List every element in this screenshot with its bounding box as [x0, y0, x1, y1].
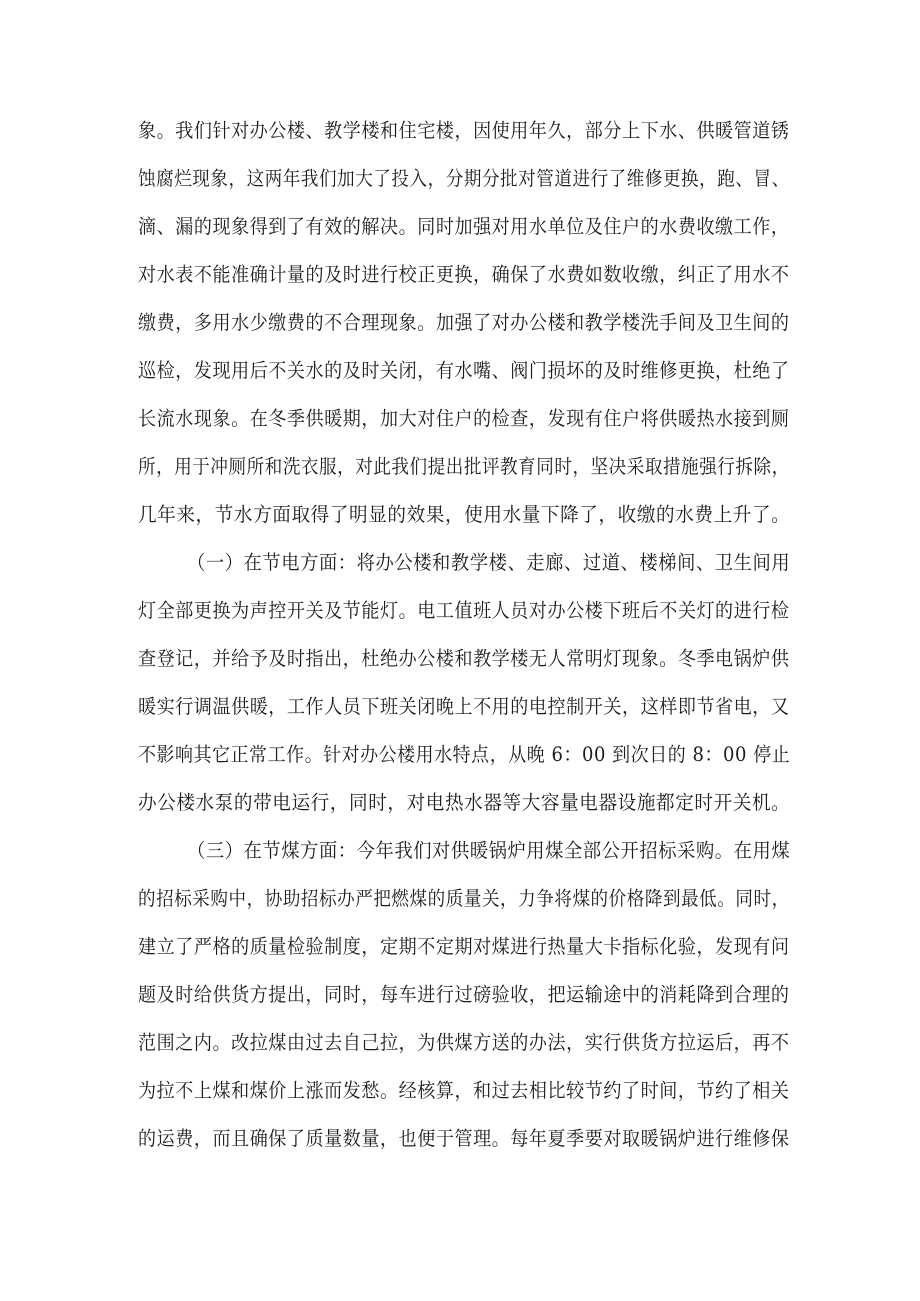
text-line: 建立了严格的质量检验制度，定期不定期对煤进行热量大卡指标化验，发现有问: [138, 935, 790, 958]
text-line: 几年来，节水方面取得了明显的效果，使用水量下降了，收缴的水费上升了。: [138, 503, 791, 526]
text-line: 范围之内。改拉煤由过去自己拉，为供煤方送的办法，实行供货方拉运后，再不: [138, 1031, 790, 1054]
text-line: 查登记，并给予及时指出，杜绝办公楼和教学楼无人常明灯现象。冬季电锅炉供: [138, 647, 790, 670]
text-line: 蚀腐烂现象，这两年我们加大了投入，分期分批对管道进行了维修更换，跑、冒、: [138, 167, 790, 190]
text-line: 暖实行调温供暖，工作人员下班关闭晚上不用的电控制开关，这样即节省电，又: [138, 695, 790, 718]
text-line: 的招标采购中，协助招标办严把燃煤的质量关，力争将煤的价格降到最低。同时，: [138, 887, 790, 910]
text-line: （三）在节煤方面：今年我们对供暖锅炉用煤全部公开招标采购。在用煤: [187, 839, 791, 862]
text-line: 象。我们针对办公楼、教学楼和住宅楼，因使用年久，部分上下水、供暖管道锈: [138, 119, 790, 142]
text-line: 灯全部更换为声控开关及节能灯。电工值班人员对办公楼下班后不关灯的进行检: [138, 599, 790, 622]
text-line: 为拉不上煤和煤价上涨而发愁。经核算，和过去相比较节约了时间，节约了相关: [138, 1079, 790, 1102]
text-line: （一）在节电方面：将办公楼和教学楼、走廊、过道、楼梯间、卫生间用: [187, 551, 791, 574]
text-line: 不影响其它正常工作。针对办公楼用水特点，从晚 6：00 到次日的 8：00 停止: [138, 743, 791, 766]
text-line: 所，用于冲厕所和洗衣服，对此我们提出批评教育同时，坚决采取措施强行拆除，: [138, 455, 790, 478]
text-line: 题及时给供货方提出，同时，每车进行过磅验收，把运输途中的消耗降到合理的: [138, 983, 790, 1006]
text-line: 对水表不能准确计量的及时进行校正更换，确保了水费如数收缴，纠正了用水不: [138, 263, 790, 286]
text-line: 的运费，而且确保了质量数量，也便于管理。每年夏季要对取暖锅炉进行维修保: [138, 1127, 790, 1150]
text-line: 长流水现象。在冬季供暖期，加大对住户的检查，发现有住户将供暖热水接到厕: [138, 407, 790, 430]
text-line: 缴费，多用水少缴费的不合理现象。加强了对办公楼和教学楼洗手间及卫生间的: [138, 311, 790, 334]
text-line: 巡检，发现用后不关水的及时关闭，有水嘴、阀门损坏的及时维修更换，杜绝了: [138, 359, 790, 382]
text-line: 滴、漏的现象得到了有效的解决。同时加强对用水单位及住户的水费收缴工作，: [138, 215, 790, 238]
text-line: 办公楼水泵的带电运行，同时，对电热水器等大容量电器设施都定时开关机。: [138, 791, 791, 814]
